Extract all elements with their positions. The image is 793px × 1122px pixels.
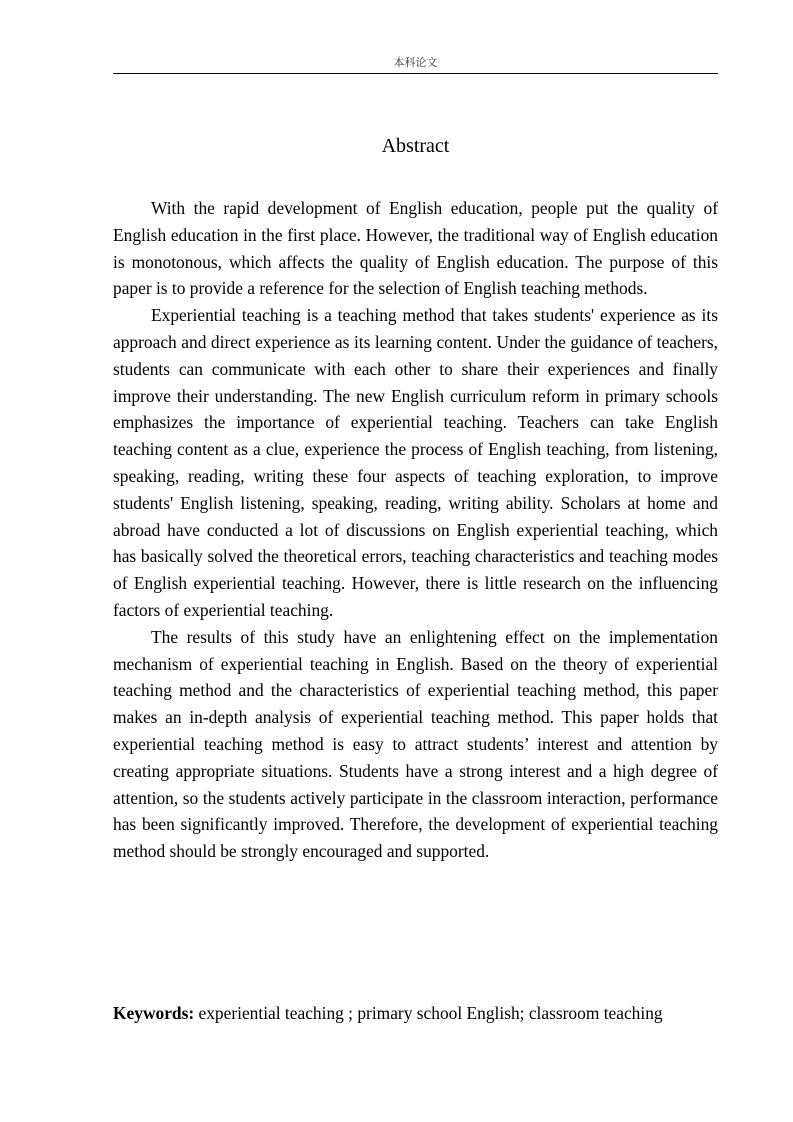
header-rule	[113, 73, 718, 74]
abstract-paragraph-2: Experiential teaching is a teaching method that takes students' experience as its approach and direct experience as its learning content. Under the guidance of teachers, students can communicate with each other to share their experiences and finally improve their understanding. The new English curriculum reform in primary schools emphasizes the importance of experiential teaching. Teachers can take English teaching content as a clue, experience the process of English teaching, from listening, speaking, reading, writing these four aspects of teaching exploration, to improve students' English listening, speaking, reading, writing ability. Scholars at home and abroad have conducted a lot of discussions on English experiential teaching, which has basically solved the theoretical errors, teaching characteristics and teaching modes of English experiential teaching. However, there is little research on the influencing factors of experiential teaching.	[113, 305, 718, 620]
keywords-line	[113, 1000, 733, 1027]
keywords-label: Keywords:	[113, 1003, 195, 1023]
keywords-text: experiential teaching ; primary school English; classroom teaching	[194, 1003, 663, 1023]
abstract-body	[113, 195, 718, 865]
abstract-paragraph-3: The results of this study have an enlightening effect on the implementation mechanism of experiential teaching in English. Based on the theory of experiential teaching method and the characteristics of experiential teaching method, this paper makes an in-depth analysis of experiential teaching method. This paper holds that experiential teaching method is easy to attract students’ interest and attention by creating appropriate situations. Students have a strong interest and a high degree of attention, so the students actively participate in the classroom interaction, performance has been significantly improved. Therefore, the development of experiential teaching method should be strongly encouraged and supported.	[113, 626, 718, 862]
abstract-paragraph-1: With the rapid development of English education, people put the quality of English education in the first place. However, the traditional way of English education is monotonous, which affects the quality of English education. The purpose of this paper is to provide a reference for the selection of English teaching methods.	[113, 198, 718, 299]
running-header: 本科论文	[393, 56, 438, 69]
abstract-title: Abstract	[381, 135, 450, 157]
